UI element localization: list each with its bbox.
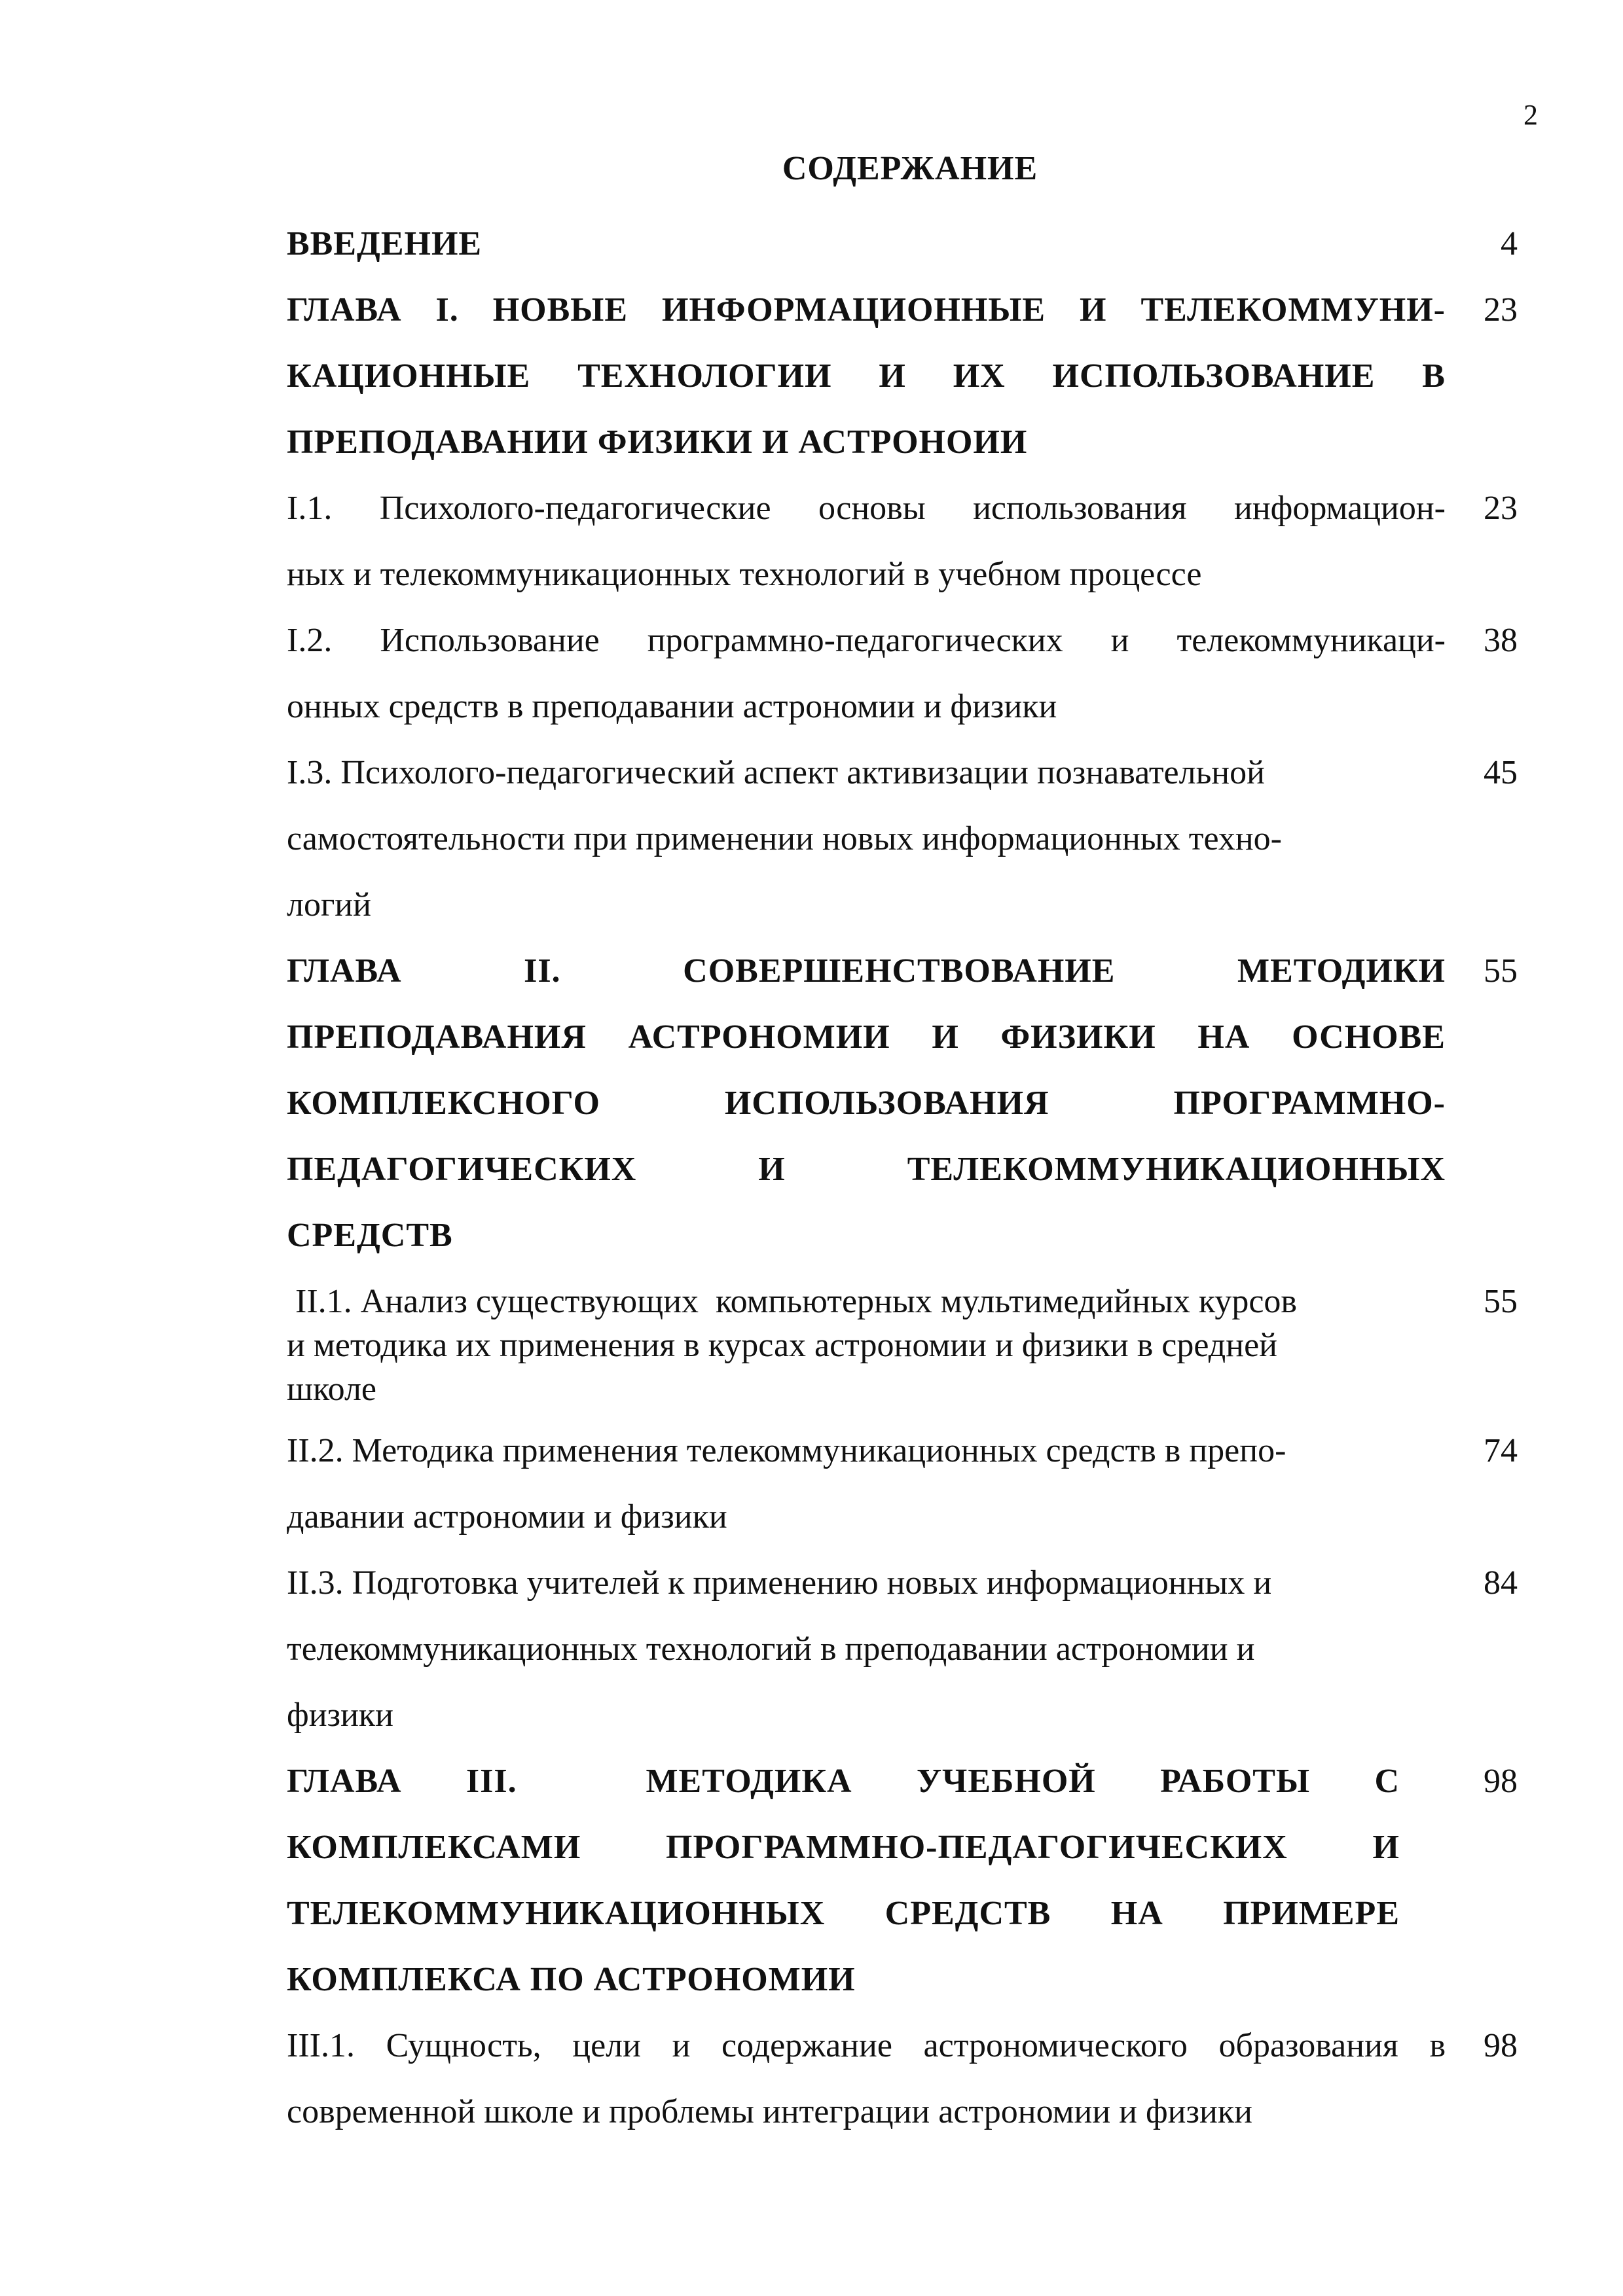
toc-entry-line: КОМПЛЕКСНОГО ИСПОЛЬЗОВАНИЯ ПРОГРАММНО- (287, 1085, 1446, 1122)
toc-entry-line: III.1. Сущность, цели и содержание астрономического образования в (287, 2027, 1446, 2064)
toc-entry-line: II.2. Методика применения телекоммуникационных средств в препо- (287, 1432, 1286, 1469)
toc-entry-line: КАЦИОННЫЕ ТЕХНОЛОГИИ И ИХ ИСПОЛЬЗОВАНИЕ В (287, 357, 1446, 395)
toc-entry-line: I.3. Психолого-педагогический аспект активизации познавательной (287, 754, 1265, 791)
toc-entry-section-1-1[interactable] (287, 475, 1518, 607)
toc-entry-page: 55 (1484, 1283, 1518, 1320)
toc-entry-text (287, 1268, 1446, 1418)
toc-entry-text (287, 1418, 1446, 1550)
toc-entry-text (287, 1550, 1446, 1748)
toc-entry-text (287, 475, 1446, 607)
toc-entry-text (287, 211, 1446, 277)
toc-entry-line: КОМПЛЕКСАМИ ПРОГРАММНО-ПЕДАГОГИЧЕСКИХ И (287, 1829, 1400, 1866)
toc-entry-line: СРЕДСТВ (287, 1217, 453, 1254)
toc-entry-line: онных средств в преподавании астрономии и физики (287, 688, 1057, 725)
toc-entry-line: ГЛАВА I. НОВЫЕ ИНФОРМАЦИОННЫЕ И ТЕЛЕКОММУНИ- (287, 291, 1446, 329)
toc-entry-section-2-1[interactable] (287, 1268, 1518, 1418)
toc-entry-chapter-2[interactable] (287, 938, 1518, 1268)
toc-entry-text (287, 938, 1446, 1268)
toc-entry-line: физики (287, 1696, 393, 1734)
page-title: СОДЕРЖАНИЕ (782, 150, 1038, 187)
toc-entry-chapter-1[interactable] (287, 277, 1518, 475)
toc-entry-section-2-2[interactable] (287, 1418, 1518, 1550)
toc-entry-text (287, 740, 1446, 938)
toc-entry-line: I.2. Использование программно-педагогических и телекоммуникаци- (287, 622, 1446, 659)
toc-entry-introduction[interactable] (287, 211, 1518, 277)
table-of-contents (287, 211, 1518, 2145)
toc-entry-line: ных и телекоммуникационных технологий в учебном процессе (287, 556, 1202, 593)
toc-entry-line: ГЛАВА III. МЕТОДИКА УЧЕБНОЙ РАБОТЫ С (287, 1763, 1400, 1800)
toc-entry-page: 98 (1484, 1763, 1518, 1800)
toc-entry-page: 38 (1484, 622, 1518, 659)
toc-entry-line: II.3. Подготовка учителей к применению новых информационных и (287, 1564, 1272, 1602)
toc-entry-line: КОМПЛЕКСА ПО АСТРОНОМИИ (287, 1961, 856, 1998)
toc-entry-line: школе (287, 1371, 377, 1408)
page-number: 2 (1523, 99, 1538, 131)
toc-entry-section-1-2[interactable] (287, 607, 1518, 740)
toc-entry-page: 23 (1484, 490, 1518, 527)
toc-entry-page: 55 (1484, 952, 1518, 990)
toc-entry-section-3-1[interactable] (287, 2013, 1518, 2145)
toc-entry-section-2-3[interactable] (287, 1550, 1518, 1748)
toc-entry-text (287, 607, 1446, 740)
toc-entry-text (287, 2013, 1446, 2145)
toc-entry-page: 4 (1501, 225, 1518, 262)
toc-entry-line: логий (287, 886, 371, 924)
toc-entry-page: 74 (1484, 1432, 1518, 1469)
toc-entry-page: 45 (1484, 754, 1518, 791)
toc-entry-line: современной школе и проблемы интеграции астрономии и физики (287, 2093, 1252, 2130)
toc-entry-line: I.1. Психолого-педагогические основы использования информацион- (287, 490, 1446, 527)
toc-entry-line: II.1. Анализ существующих компьютерных мультимедийных курсов (287, 1283, 1297, 1320)
toc-entry-line: самостоятельности при применении новых информационных техно- (287, 820, 1282, 857)
toc-entry-line: ПРЕПОДАВАНИЯ АСТРОНОМИИ И ФИЗИКИ НА ОСНОВЕ (287, 1018, 1446, 1056)
toc-entry-page: 84 (1484, 1564, 1518, 1602)
toc-entry-line: телекоммуникационных технологий в преподавании астрономии и (287, 1630, 1255, 1668)
toc-entry-line: ПЕДАГОГИЧЕСКИХ И ТЕЛЕКОММУНИКАЦИОННЫХ (287, 1151, 1446, 1188)
toc-entry-section-1-3[interactable] (287, 740, 1518, 938)
toc-entry-line: ВВЕДЕНИЕ (287, 225, 483, 262)
toc-entry-text (287, 1748, 1400, 2013)
toc-entry-line: давании астрономии и физики (287, 1498, 727, 1535)
toc-entry-page: 98 (1484, 2027, 1518, 2064)
toc-entry-text (287, 277, 1446, 475)
toc-entry-chapter-3[interactable] (287, 1748, 1518, 2013)
toc-entry-line: ТЕЛЕКОММУНИКАЦИОННЫХ СРЕДСТВ НА ПРИМЕРЕ (287, 1895, 1400, 1932)
toc-entry-line: ПРЕПОДАВАНИИ ФИЗИКИ И АСТРОНОИИ (287, 423, 1028, 461)
toc-entry-page: 23 (1484, 291, 1518, 329)
toc-entry-line: и методика их применения в курсах астрономии и физики в средней (287, 1327, 1277, 1364)
toc-entry-line: ГЛАВА II. СОВЕРШЕНСТВОВАНИЕ МЕТОДИКИ (287, 952, 1446, 990)
